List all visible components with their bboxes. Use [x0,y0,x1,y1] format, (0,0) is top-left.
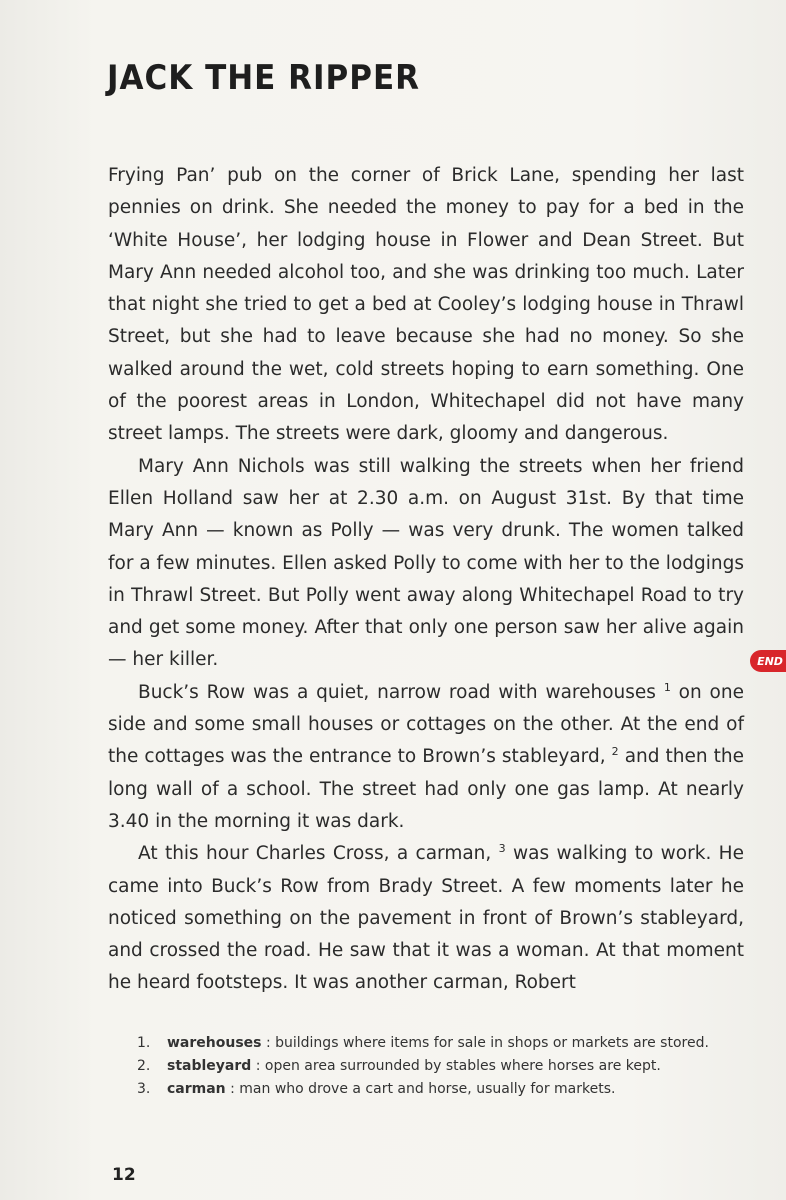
footnotes [137,1034,737,1103]
footnote-ref: 2 [611,745,619,759]
footnote-text [167,1034,709,1053]
footnote-item [137,1034,737,1053]
paragraph: Mary Ann Nichols was still walking the streets when her friend Ellen Holland saw her at 2.30 a.m. on August 31st. By that time Mary Ann — known as Polly — was very drunk. The women talked for a few minutes. Ellen asked Polly to come with her to the lodgings in Thrawl Street. But Polly went away along Whitechapel Road to try and get some money. After that only one person saw her alive again — her killer. [108,455,744,671]
footnote-ref: 3 [498,842,506,856]
paragraph-text: At this hour Charles Cross, a carman, [138,843,492,865]
paragraph-text: was walking to work. He came into Buck’s Row from Brady Street. A few moments later he noticed something on the pavement in front of Brown’s stableyard, and crossed the road. He saw that it was a woman. At that moment he heard footsteps. It was another carman, Robert [108,843,744,994]
chapter-title: JACK THE RIPPER [107,58,421,98]
footnote-number: 2. [137,1058,151,1074]
footnote-item [137,1057,737,1076]
footnote-definition: : open area surrounded by stables where horses are kept. [255,1058,661,1074]
footnote-term: stableyard [167,1058,252,1074]
paragraph-text: Buck’s Row was a quiet, narrow road with warehouses [138,681,656,703]
body-text [108,160,744,1000]
paragraph-text: and then the long wall of a school. The street had only one gas lamp. At nearly 3.40 in the morning it was dark. [108,746,745,832]
footnote-number: 3. [137,1081,151,1097]
page-number: 12 [112,1165,136,1185]
footnote-text [167,1080,615,1099]
paragraph [108,838,744,999]
end-marker-badge: END [750,650,786,672]
footnote-text [167,1057,661,1076]
footnote-definition: : man who drove a cart and horse, usually for markets. [230,1081,616,1097]
footnote-ref: 1 [663,680,671,694]
paragraph [108,677,744,838]
footnote-number: 1. [137,1035,151,1051]
paragraph: Frying Pan’ pub on the corner of Brick Lane, spending her last pennies on drink. She needed the money to pay for a bed in the ‘White House’, her lodging house in Flower and Dean Street. But Mary Ann needed alcohol too, and she was drinking too much. Later that night she tried to get a bed at Cooley’s lodging house in Thrawl Street, but she had to leave because she had no money. So she walked around the wet, cold streets hoping to earn something. One of the poorest areas in London, Whitechapel did not have many street lamps. The streets were dark, gloomy and dangerous. [108,165,744,445]
footnote-definition: : buildings where items for sale in shops or markets are stored. [265,1035,709,1051]
paragraph-text: on one side and some small houses or cottages on the other. At the end of the cottages was the entrance to Brown’s stableyard, [108,681,744,768]
footnote-item [137,1080,737,1099]
footnote-term: carman [167,1081,226,1097]
footnote-term: warehouses [167,1035,262,1051]
